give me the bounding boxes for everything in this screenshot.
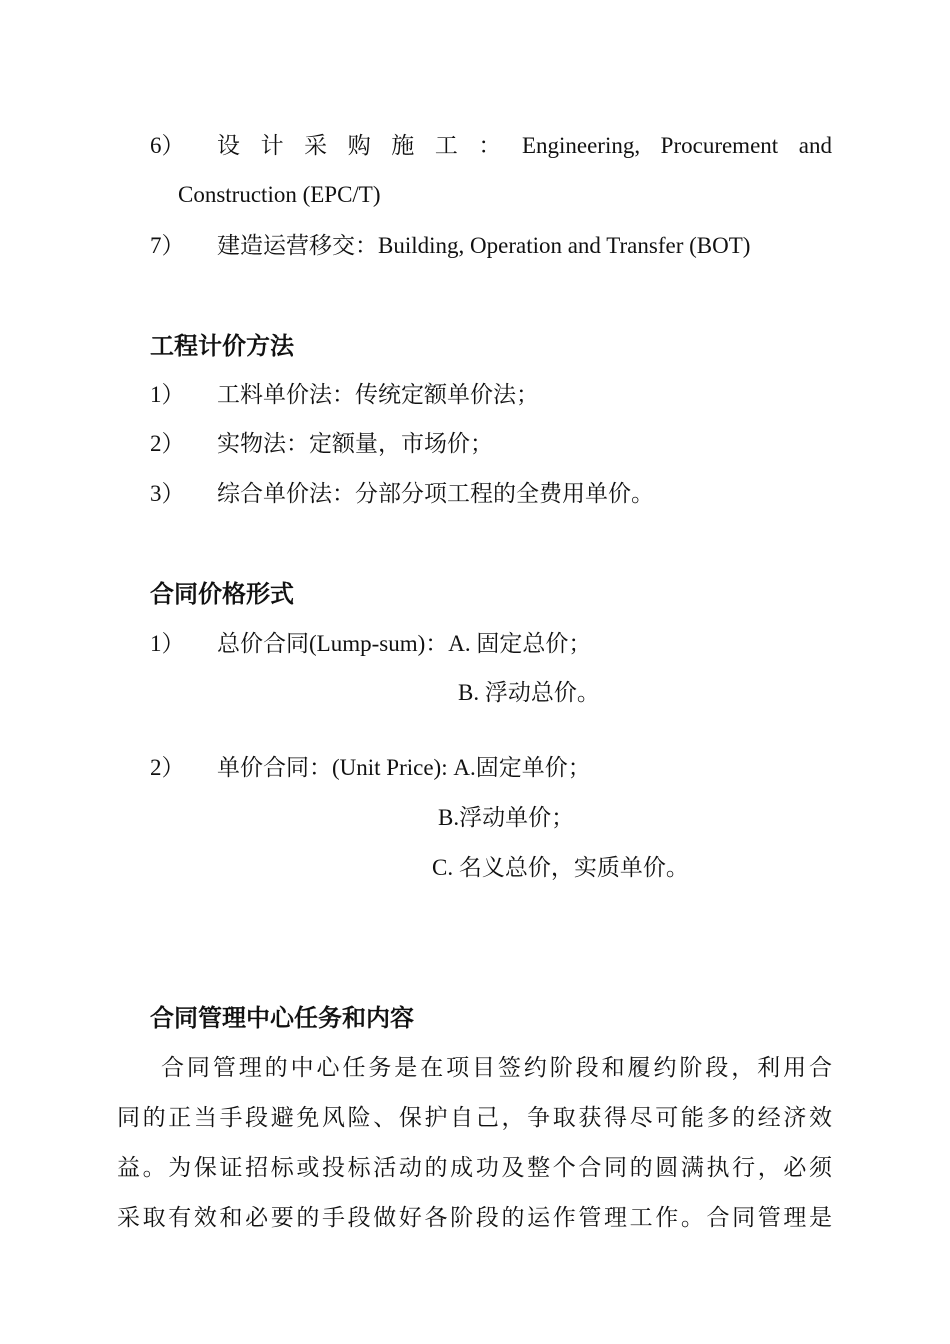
epc-line bbox=[217, 131, 832, 161]
paragraph-line: 合同管理的中心任务是在项目签约阶段和履约阶段，利用合 bbox=[161, 1055, 832, 1080]
list-number: 2） bbox=[150, 755, 185, 780]
paragraph-line: 益。为保证招标或投标活动的成功及整个合同的圆满执行，必须 bbox=[117, 1155, 832, 1180]
pricing-item: 实物法：定额量，市场价； bbox=[217, 431, 493, 456]
pricing-item: 工料单价法：传统定额单价法； bbox=[217, 382, 539, 407]
unit-price-sub-c: C. 名义总价，实质单价。 bbox=[432, 855, 689, 880]
epc-en-word: and bbox=[798, 133, 832, 158]
lump-sum-line: 总价合同(Lump-sum)：A. 固定总价； bbox=[217, 631, 592, 656]
epc-cn-char: 计 bbox=[260, 133, 284, 158]
unit-price-sub-b: B.浮动单价； bbox=[438, 805, 575, 830]
epc-en-word: Procurement bbox=[660, 133, 779, 158]
list-number: 1） bbox=[150, 631, 185, 656]
epc-cn-char: 设 bbox=[217, 133, 240, 158]
epc-cn-char: 购 bbox=[347, 133, 371, 158]
pricing-item: 综合单价法：分部分项工程的全费用单价。 bbox=[217, 481, 654, 506]
unit-price-line: 单价合同：(Unit Price): A.固定单价； bbox=[217, 755, 591, 780]
list-number: 3） bbox=[150, 481, 185, 506]
epc-cn-char: 工 bbox=[434, 133, 458, 158]
contract-management-paragraph bbox=[117, 1043, 832, 1243]
bot-line: 建造运营移交：Building, Operation and Transfer (BOT) bbox=[217, 233, 751, 258]
paragraph-line: 采取有效和必要的手段做好各阶段的运作管理工作。合同管理是 bbox=[117, 1205, 832, 1230]
epc-cn-char: 施 bbox=[391, 133, 415, 158]
paragraph-line: 同的正当手段避免风险、保护自己，争取获得尽可能多的经济效 bbox=[117, 1105, 832, 1130]
list-number: 1） bbox=[150, 382, 185, 407]
contract-price-forms-heading: 合同价格形式 bbox=[150, 580, 294, 608]
epc-line-2: Construction (EPC/T) bbox=[178, 182, 381, 207]
epc-en-word: Engineering, bbox=[521, 133, 641, 158]
pricing-methods-heading: 工程计价方法 bbox=[150, 332, 294, 360]
epc-cn-char: 采 bbox=[304, 133, 328, 158]
list-number-7: 7） bbox=[150, 233, 185, 258]
epc-cn-char: ： bbox=[478, 133, 502, 158]
list-number: 2） bbox=[150, 431, 185, 456]
lump-sum-sub-b: B. 浮动总价。 bbox=[458, 680, 600, 705]
list-number-6: 6） bbox=[150, 133, 185, 158]
contract-management-heading: 合同管理中心任务和内容 bbox=[150, 1004, 414, 1032]
